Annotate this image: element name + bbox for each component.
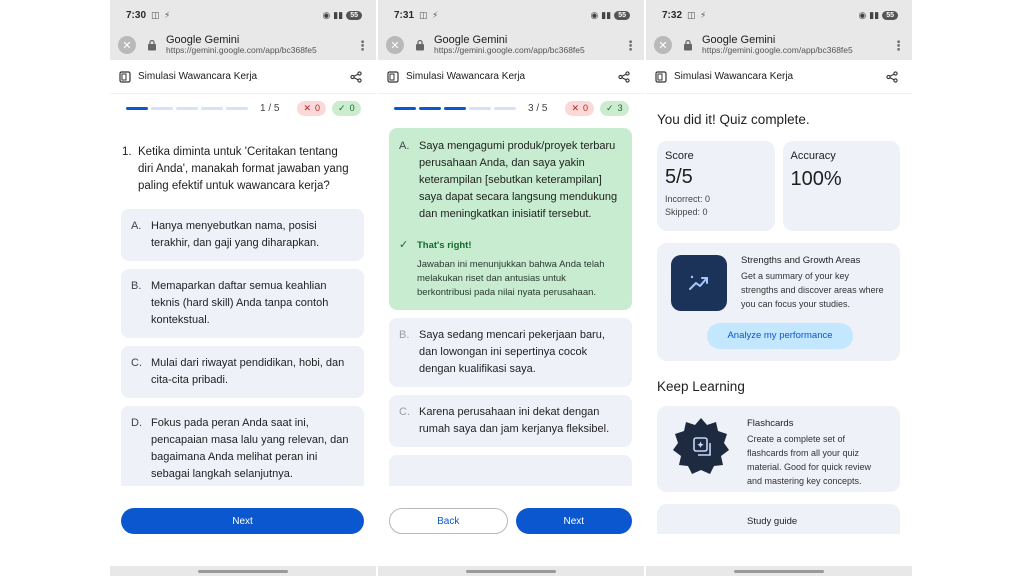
quiz-progress [378,94,644,122]
progress-segments [126,107,248,110]
quiz-title: Simulasi Wawancara Kerja [674,71,794,82]
more-options-icon[interactable]: ⋮ [356,37,369,53]
quiz-header [646,60,912,94]
phone-screen-results [646,0,912,576]
status-bar [378,0,644,30]
accuracy-value: 100% [790,168,842,190]
bottom-actions [110,494,376,564]
progress-segment [126,107,148,110]
strengths-description: Get a summary of your key strengths and discover areas where you can focus your studies. [741,271,884,309]
site-title: Google Gemini [166,33,240,46]
question-content [378,128,644,486]
more-options-icon[interactable]: ⋮ [892,37,905,53]
option-letter: A. [131,220,142,232]
study-guide-title: Study guide [747,516,798,527]
back-button[interactable]: Back [389,508,508,534]
home-handle[interactable] [466,570,556,573]
option-text: Hanya menyebutkan nama, posisi terakhir, dan gaji yang diharapkan. [151,220,320,249]
option-letter: C. [131,357,142,369]
option-text: Karena perusahaan ini dekat dengan rumah saya dan jam kerjanya fleksibel. [419,406,610,435]
question [110,122,376,195]
study-guide-card[interactable] [657,504,900,534]
url-text[interactable]: https://gemini.google.com/app/bc368fe5 [702,46,853,56]
check-icon: ✓ [606,102,614,113]
progress-segment [494,107,516,110]
x-icon: ✕ [303,102,312,113]
home-handle[interactable] [198,570,288,573]
home-handle[interactable] [734,570,824,573]
study-guide-icon [671,514,731,534]
strengths-card [657,243,900,361]
more-options-icon[interactable]: ⋮ [624,37,637,53]
score-label: Score [665,150,694,162]
option-letter: B. [131,280,142,292]
option-letter: C. [399,406,410,418]
option-text: Fokus pada peran Anda saat ini, pencapaian masa lalu yang relevan, dan bagaimana Anda melihat peran ini sebagai langkah selanjutnya. [151,417,349,480]
quiz-complete-title: You did it! Quiz complete. [657,112,810,127]
check-icon: ✓ [338,102,346,113]
accuracy-label: Accuracy [790,150,836,162]
close-icon[interactable]: ✕ [118,36,136,54]
answer-feedback [399,237,620,300]
progress-segment [201,107,223,110]
status-time: 7:32 [662,9,683,21]
answer-option-a[interactable] [121,209,364,261]
x-icon: ✕ [571,102,580,113]
status-right-icons [858,10,898,21]
option-text: Saya mengagumi produk/proyek terbaru perusahaan Anda, dan saya yakin keterampilan [sebutkan keterampilan] saya dapat secara langsung mendukung dan meningkatkan inisiatif tersebut. [419,140,618,220]
answer-option-b[interactable] [121,269,364,338]
close-icon[interactable]: ✕ [386,36,404,54]
battery-icon: 55 [614,11,630,20]
option-text: Memaparkan daftar semua keahlian teknis (hard skill) Anda tanpa contoh kontekstual. [151,280,329,326]
flashcards-title: Flashcards [747,418,794,429]
close-icon[interactable]: ✕ [654,36,672,54]
next-button[interactable]: Next [516,508,633,534]
strengths-title: Strengths and Growth Areas [741,255,861,266]
wrong-count-badge: ✕ 0 [565,101,594,116]
gesture-nav-bar [110,566,376,576]
quiz-header [378,60,644,94]
wifi-icon: ◉ [590,9,599,20]
progress-segment [226,107,248,110]
phone-screen-question-1 [110,0,376,576]
keep-learning-title: Keep Learning [657,379,745,394]
document-icon [654,70,668,84]
status-time: 7:30 [126,9,147,21]
progress-segment [151,107,173,110]
status-bar [110,0,376,30]
progress-segments [394,107,516,110]
wifi-icon: ◉ [858,9,867,20]
quiz-title: Simulasi Wawancara Kerja [138,71,258,82]
quiz-title: Simulasi Wawancara Kerja [406,71,526,82]
share-icon[interactable] [618,71,630,83]
score-card [657,141,775,231]
question-number: 1. [122,146,132,158]
browser-url-bar [646,30,912,60]
browser-url-bar [110,30,376,60]
lock-icon[interactable] [412,39,428,51]
progress-segment [176,107,198,110]
option-text: Saya sedang mencari pekerjaan baru, dan lowongan ini sepertinya cocok dengan kualifikasi saya. [419,329,605,375]
document-icon [386,70,400,84]
score-value: 5/5 [665,166,693,188]
question-text: Ketika diminta untuk 'Ceritakan tentang diri Anda', manakah format jawaban yang paling efektif untuk wawancara kerja? [138,146,349,192]
status-time: 7:31 [394,9,415,21]
battery-icon: 55 [346,11,362,20]
signal-icon: ▮▮ [333,9,344,20]
right-count-badge: ✓ 0 [332,101,361,116]
status-bar [646,0,912,30]
share-icon[interactable] [350,71,362,83]
quiz-progress [110,94,376,122]
answer-option-b[interactable] [389,318,632,387]
answer-option-d[interactable] [121,406,364,486]
wrong-count-badge: ✕ 0 [297,101,326,116]
accuracy-card [783,141,901,231]
answer-option-c[interactable] [121,346,364,398]
results-content [646,94,912,534]
url-text[interactable]: https://gemini.google.com/app/bc368fe5 [166,46,317,56]
answer-option-c[interactable] [389,395,632,447]
signal-icon: ▮▮ [601,9,612,20]
signal-icon: ▮▮ [869,9,880,20]
gesture-nav-bar [646,566,912,576]
right-count-badge: ✓ 3 [600,101,629,116]
flashcards-description: Create a complete set of flashcards from all your quiz material. Good for quick review and mastering key concepts. [747,434,872,486]
feedback-text: Jawaban ini menunjukkan bahwa Anda telah melakukan riset dan antusias untuk berkontribusi pada nilai nyata perusahaan. [417,259,605,298]
status-notification-icons: ◫ ⚡ [419,9,440,20]
next-button[interactable]: Next [121,508,364,534]
share-icon[interactable] [886,71,898,83]
analyze-performance-button[interactable]: Analyze my performance [707,323,853,349]
question-counter: 3 / 5 [528,102,548,114]
battery-icon: 55 [882,11,898,20]
answer-option-a-correct[interactable] [389,128,632,310]
option-letter: B. [399,329,410,341]
wifi-icon: ◉ [322,9,331,20]
option-letter: A. [399,140,410,152]
url-text[interactable]: https://gemini.google.com/app/bc368fe5 [434,46,585,56]
lock-icon[interactable] [680,39,696,51]
progress-segment [394,107,416,110]
option-text: Mulai dari riwayat pendidikan, hobi, dan cita-cita pribadi. [151,357,345,386]
flashcards-icon [671,416,731,476]
question-counter: 1 / 5 [260,102,280,114]
quiz-header [110,60,376,94]
phone-screen-question-3 [378,0,644,576]
status-right-icons [322,10,362,21]
feedback-title: That's right! [417,240,472,251]
score-summary [646,127,912,231]
option-letter: D. [131,417,142,429]
status-right-icons [590,10,630,21]
question-content [110,122,376,486]
browser-url-bar [378,30,644,60]
document-icon [118,70,132,84]
score-details: Incorrect: 0 Skipped: 0 [665,194,711,217]
trend-chart-icon [671,255,727,311]
lock-icon[interactable] [144,39,160,51]
gesture-nav-bar [378,566,644,576]
check-icon: ✓ [399,239,409,251]
status-notification-icons: ◫ ⚡ [687,9,708,20]
flashcards-card[interactable] [657,406,900,492]
bottom-actions [378,494,644,564]
progress-segment [419,107,441,110]
site-title: Google Gemini [702,33,776,46]
progress-segment [469,107,491,110]
site-title: Google Gemini [434,33,508,46]
answer-option-d[interactable] [389,455,632,486]
status-notification-icons: ◫ ⚡ [151,9,172,20]
progress-segment [444,107,466,110]
